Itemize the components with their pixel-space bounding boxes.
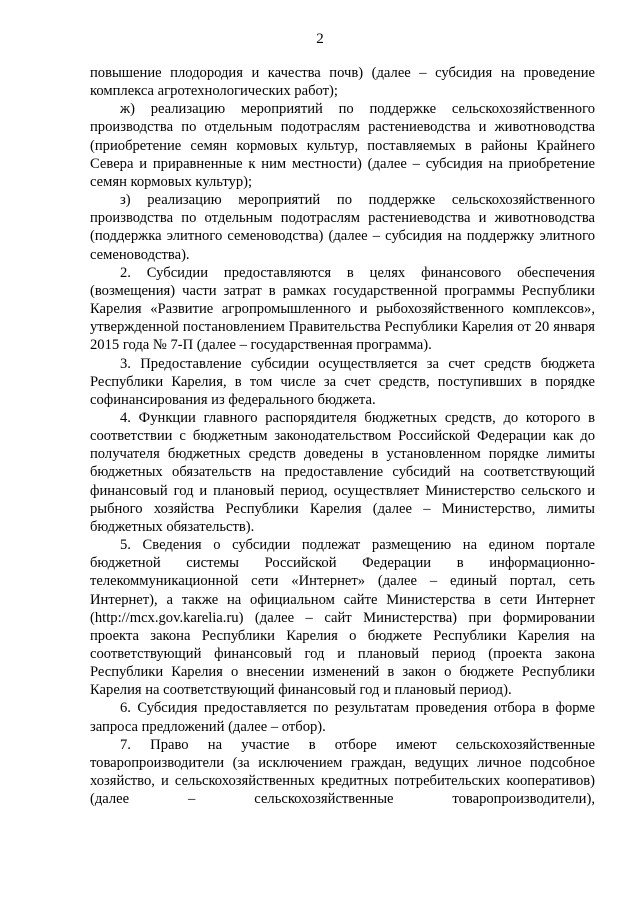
paragraph-2: 2. Субсидии предоставляются в целях финансового обеспечения (возмещения) части затрат в рамках государственной программы Республики Карелия «Развитие агропромышленного и рыбохозяйственного комплексов», утвержденной постановлением Правительства Республики Карелия от 20 января 2015 года № 7-П (далее – государственная программа). — [90, 264, 595, 354]
page-number: 2 — [316, 31, 324, 47]
paragraph-4: 4. Функции главного распорядителя бюджетных средств, до которого в соответствии с бюджетным законодательством Российской Федерации как до получателя бюджетных средств доведены в установленном порядке лимиты бюджетных обязательств на предоставление субсидий на соответствующий финансовый год и плановый период, осуществляет Министерство сельского и рыбного хозяйства Республики Карелия (далее – Министерство, лимиты бюджетных обязательств). — [90, 409, 595, 535]
paragraph-3: 3. Предоставление субсидии осуществляется за счет средств бюджета Республики Карелия, в том числе за счет средств, поступивших в порядке софинансирования из федерального бюджета. — [90, 355, 595, 408]
paragraph-item-z: з) реализацию мероприятий по поддержке сельскохозяйственного производства по отдельным подотраслям растениеводства и животноводства (поддержка элитного семеноводства) (далее – субсидия на поддержку элитного семеноводства). — [90, 192, 595, 263]
paragraph-7: 7. Право на участие в отборе имеют сельскохозяйственные товаропроизводители (за исключением граждан, ведущих личное подсобное хозяйство, и сельскохозяйственных кредитных потребительских кооперативов) (далее – сельскохозяйственные товаропроизводители), — [90, 736, 595, 808]
paragraph-6: 6. Субсидия предоставляется по результатам проведения отбора в форме запроса предложений (далее – отбор). — [90, 700, 595, 735]
document-body — [90, 64, 595, 808]
paragraph-continuation: повышение плодородия и качества почв) (далее – субсидия на проведение комплекса агротехнологических работ); — [90, 65, 595, 100]
paragraph-item-zh: ж) реализацию мероприятий по поддержке сельскохозяйственного производства по отдельным подотраслям растениеводства и животноводства (приобретение семян кормовых культур, поставляемых в районы Крайнего Севера и приравненные к ним местности) (далее – субсидия на приобретение семян кормовых культур); — [90, 101, 595, 190]
paragraph-5: 5. Сведения о субсидии подлежат размещению на едином портале бюджетной системы Российской Федерации в информационно-телекоммуникационной сети «Интернет» (далее – единый портал, сеть Интернет), а также на официальном сайте Министерства в сети Интернет (http://mcx.gov.karelia.ru) (далее – сайт Министерства) при формировании проекта закона Республики Карелия о бюджете Республики Карелия на соответствующий финансовый год и плановый период (проекта закона Республики Карелия о внесении изменений в закон о бюджете Республики Карелия на соответствующий финансовый год и плановый период). — [90, 537, 595, 699]
